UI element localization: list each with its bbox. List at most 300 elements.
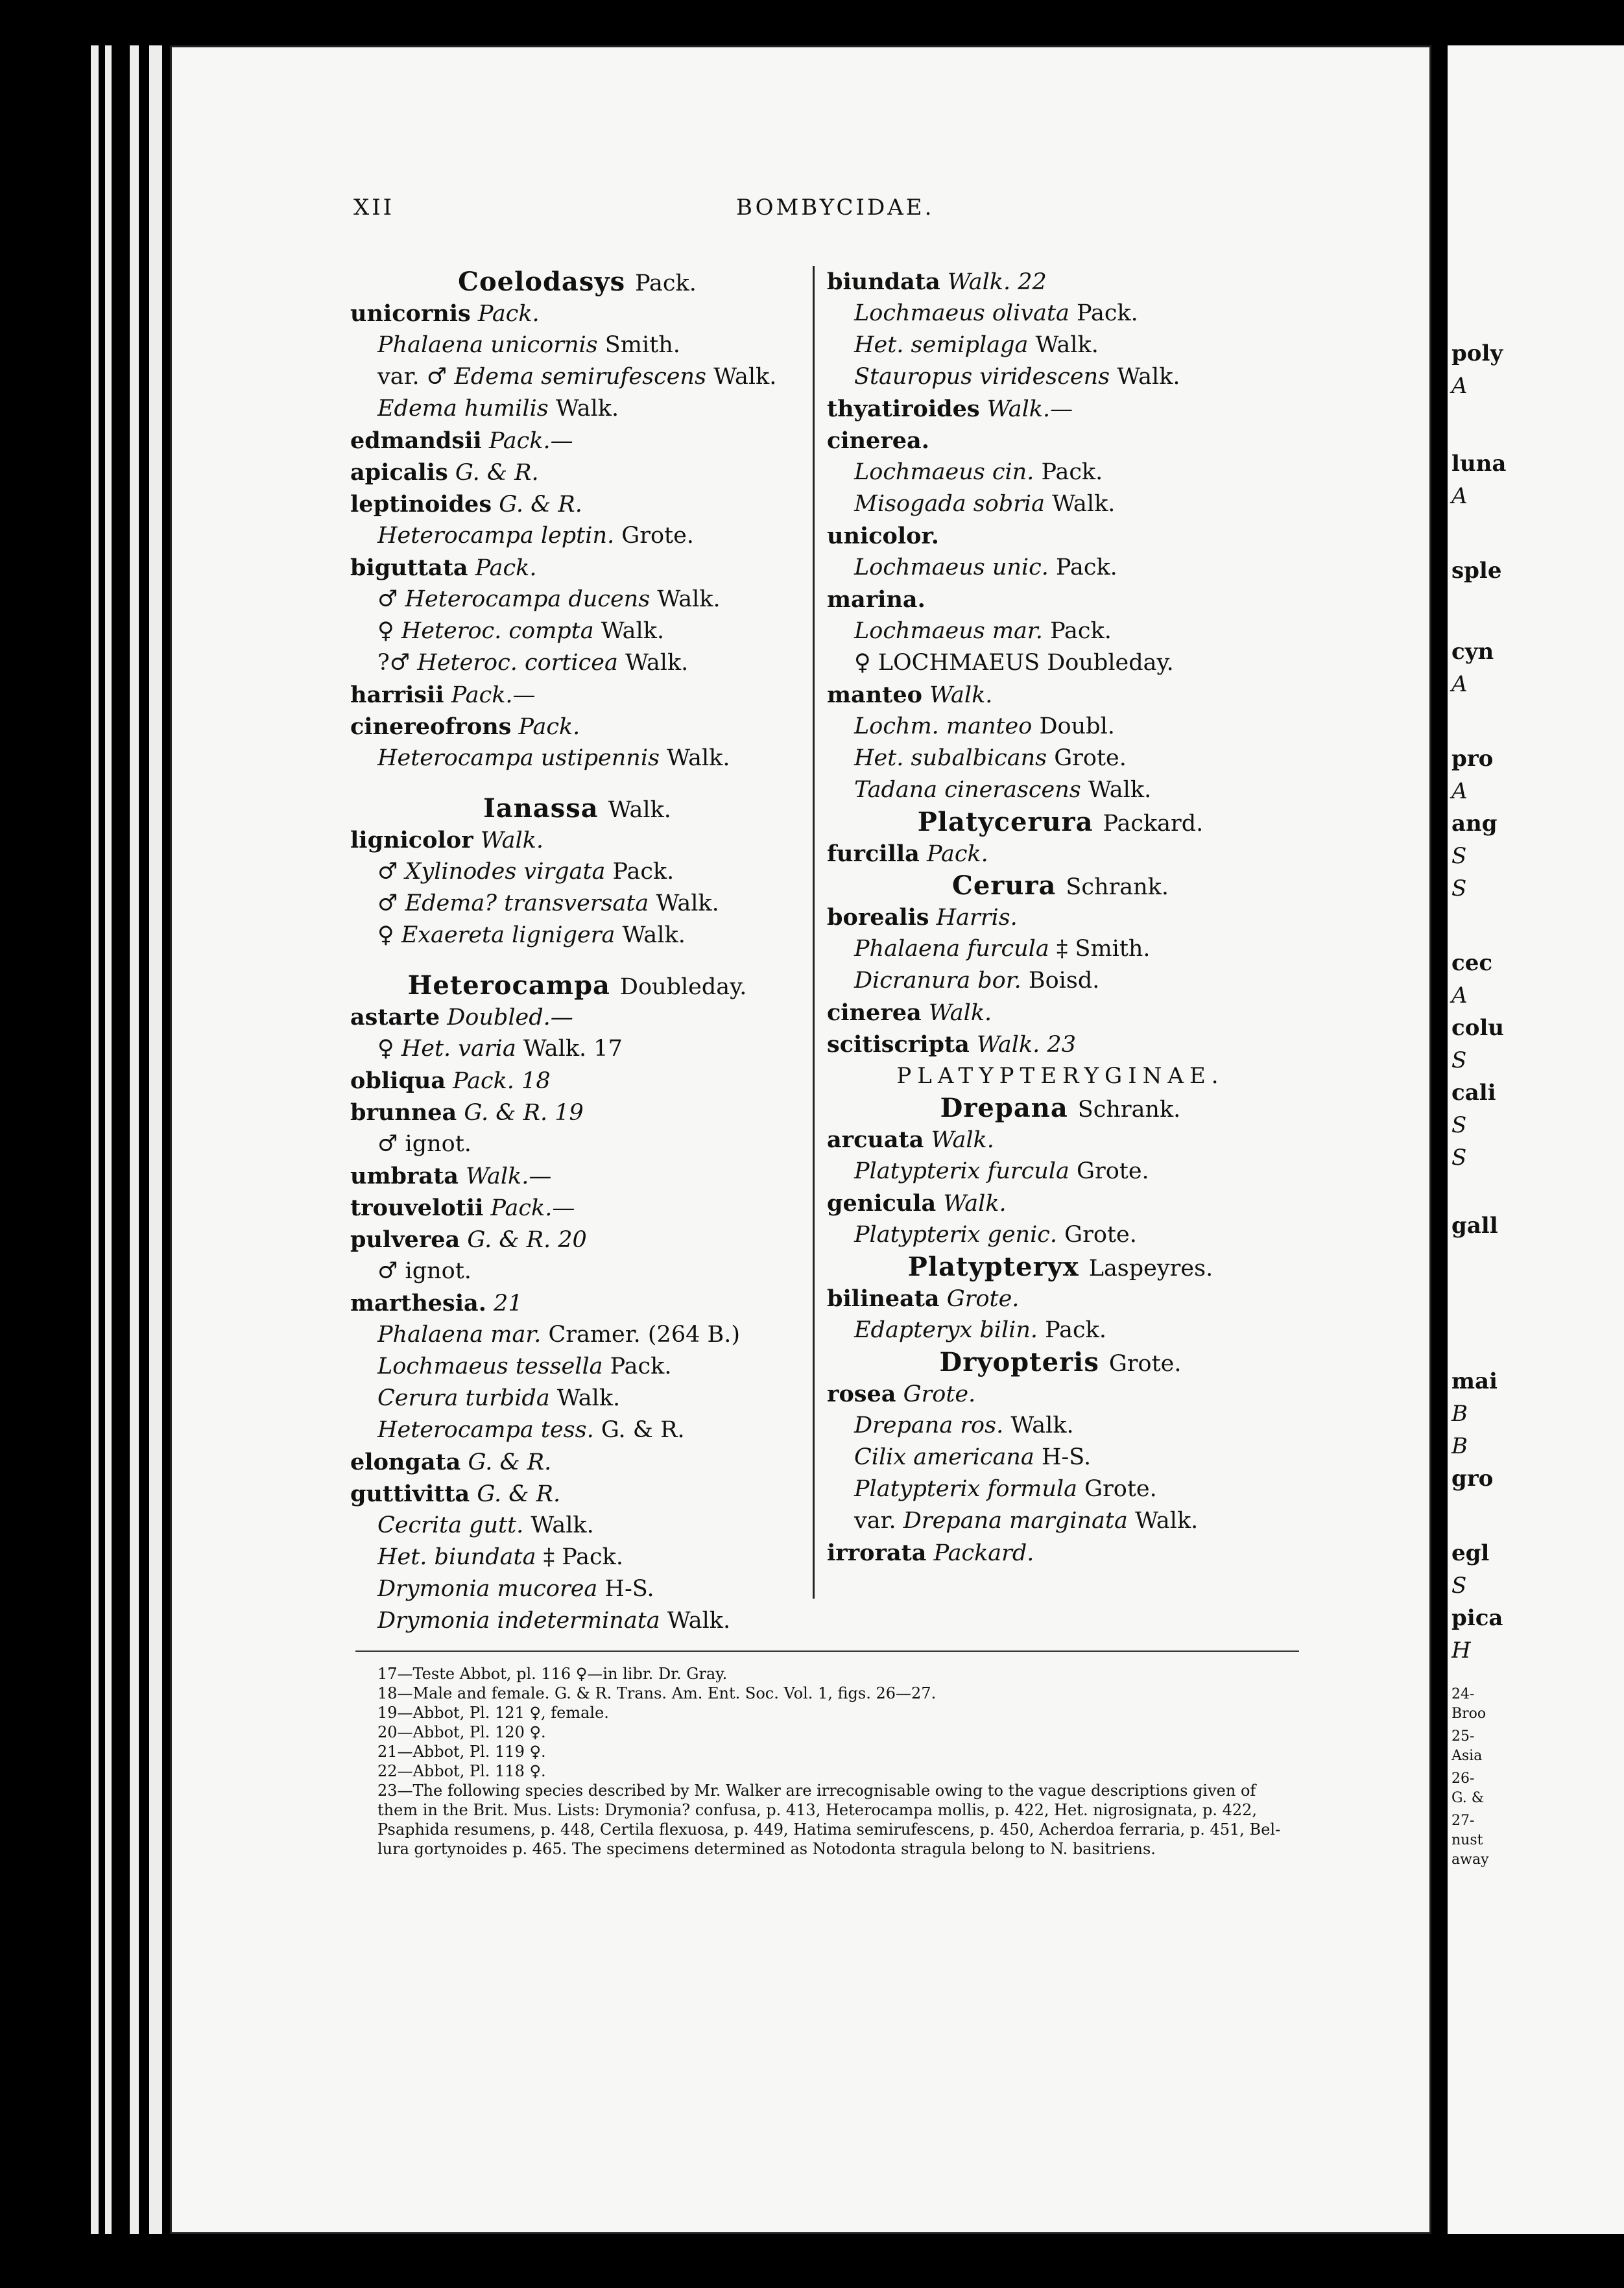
species-entry — [350, 1446, 804, 1478]
sex-symbol: ♂ — [377, 1258, 398, 1284]
synonym-entry — [350, 856, 804, 888]
genus-author: Laspeyres. — [1088, 1256, 1213, 1281]
footnote-line: 22—Abbot, Pl. 118 ♀. — [377, 1762, 546, 1780]
synonym-author: Smith. — [604, 332, 680, 358]
species-entry — [827, 997, 1294, 1029]
synonym-author: ‡ Pack. — [543, 1544, 623, 1570]
species-author: Harris. — [936, 905, 1018, 931]
genus-name: Drepana — [940, 1093, 1068, 1123]
adjacent-page-fragment: B — [1451, 1401, 1468, 1427]
species-entry — [827, 1187, 1294, 1219]
synonym-name: Cilix americana — [854, 1444, 1034, 1470]
species-entry — [350, 425, 804, 457]
synonym-name: Het. subalbicans — [854, 745, 1047, 771]
synonym-entry — [350, 743, 804, 774]
synonym-author: LOCHMAEUS Doubleday. — [878, 650, 1174, 676]
adjacent-page-fragment: sple — [1451, 558, 1502, 584]
adjacent-page-fragment: ang — [1451, 811, 1498, 837]
adjacent-page-fragment: gro — [1451, 1466, 1494, 1492]
genus-name: Coelodasys — [458, 267, 626, 297]
synonym-author: Pack. — [1056, 554, 1117, 580]
synonym-entry — [350, 1542, 804, 1573]
species-name: elongata — [350, 1449, 461, 1475]
adjacent-page-fragment: pro — [1451, 746, 1494, 772]
synonym-name: Lochmaeus mar. — [854, 618, 1043, 644]
synonym-name: Edema? transversata — [405, 890, 649, 916]
synonym-author: Walk. — [1117, 364, 1180, 390]
synonym-author: G. & R. — [601, 1417, 685, 1443]
synonym-author: Pack. — [612, 859, 675, 885]
species-author: Grote. — [946, 1286, 1020, 1312]
adjacent-page-fragment: cali — [1451, 1080, 1496, 1106]
synonym-name: Phalaena mar. — [377, 1322, 542, 1348]
genus-heading — [350, 970, 804, 1001]
synonym-entry — [827, 298, 1294, 329]
species-name: cinerea — [827, 999, 922, 1026]
species-author: G. & R. — [499, 492, 582, 518]
footnotes — [377, 1664, 1305, 1859]
genus-author: Schrank. — [1066, 874, 1169, 900]
synonym-entry — [827, 1219, 1294, 1251]
synonym-entry — [827, 1442, 1294, 1473]
species-name: manteo — [827, 682, 922, 708]
sex-symbol: ♂ — [377, 586, 398, 612]
synonym-entry — [827, 552, 1294, 584]
adjacent-page-fragment: A — [1451, 671, 1468, 697]
species-author: Pack. — [518, 714, 580, 740]
synonym-author: Walk. — [531, 1512, 594, 1538]
spacer — [350, 951, 804, 970]
synonym-author: Walk. — [1134, 1508, 1199, 1534]
species-author: Walk. — [928, 1000, 992, 1026]
species-entry — [350, 1097, 804, 1128]
synonym-entry — [350, 920, 804, 951]
species-name: cinerea. — [827, 427, 929, 454]
synonym-name: Het. varia — [401, 1036, 516, 1062]
synonym-entry — [350, 584, 804, 615]
genus-heading — [827, 1092, 1294, 1124]
genus-name: Platypteryx — [907, 1252, 1079, 1282]
synonym-author: ignot. — [405, 1258, 472, 1284]
synonym-author: Walk. — [601, 618, 665, 644]
adjacent-page-fragment: cyn — [1451, 639, 1494, 665]
species-name: edmandsii — [350, 427, 482, 454]
adjacent-page-fragment: A — [1451, 373, 1468, 399]
species-entry — [827, 838, 1294, 870]
species-entry — [827, 393, 1294, 425]
species-name: trouvelotii — [350, 1195, 484, 1221]
synonym-author: ignot. — [405, 1131, 472, 1157]
species-entry — [827, 1537, 1294, 1569]
species-author: Walk. — [943, 1191, 1007, 1217]
sex-symbol: ♀ — [377, 922, 394, 948]
species-author: G. & R. — [455, 460, 539, 486]
sex-symbol: ♂ — [377, 1131, 398, 1157]
synonym-entry — [827, 933, 1294, 965]
synonym-entry — [827, 1473, 1294, 1505]
synonym-name: Het. semiplaga — [854, 332, 1029, 358]
synonym-author: Walk. — [625, 650, 689, 676]
genus-author: Walk. — [608, 797, 671, 823]
synonym-author: Grote. — [1064, 1222, 1137, 1248]
species-name: harrisii — [350, 682, 444, 708]
species-entry — [350, 1001, 804, 1033]
synonym-entry — [827, 965, 1294, 997]
adjacent-page-fragment: egl — [1451, 1540, 1490, 1566]
sex-symbol: ♂ — [377, 890, 398, 916]
species-entry — [827, 1378, 1294, 1410]
synonym-name: Stauropus viridescens — [854, 364, 1110, 390]
synonym-entry — [827, 1410, 1294, 1442]
footnote-line: Psaphida resumens, p. 448, Certila flexuosa, p. 449, Hatima semirufescens, p. 450, Acherdoa ferraria, p. 451, Bel- — [377, 1820, 1281, 1839]
adjacent-page — [1448, 45, 1624, 2234]
synonym-entry — [350, 615, 804, 647]
species-name: furcilla — [827, 840, 920, 867]
adjacent-page-fragment: colu — [1451, 1015, 1505, 1041]
page-title: BOMBYCIDAE. — [736, 195, 935, 220]
synonym-author: Pack. — [1050, 618, 1112, 644]
synonym-author: Walk. — [1088, 777, 1152, 803]
right-column — [827, 266, 1294, 1569]
species-name: genicula — [827, 1190, 937, 1217]
adjacent-page-fragment: 27- — [1451, 1813, 1475, 1829]
species-author: Pack.— — [490, 1195, 575, 1221]
synonym-entry — [827, 743, 1294, 774]
synonym-entry — [350, 393, 804, 425]
synonym-name: Heterocampa ustipennis — [377, 745, 660, 771]
footnote-line: 20—Abbot, Pl. 120 ♀. — [377, 1723, 546, 1741]
synonym-entry — [350, 1128, 804, 1160]
species-author: G. & R. — [468, 1449, 552, 1475]
synonym-author: Walk. — [1010, 1412, 1074, 1438]
synonym-entry — [350, 647, 804, 679]
synonym-author: Grote. — [1077, 1158, 1149, 1184]
synonym-author: Walk. — [667, 1608, 731, 1634]
adjacent-page-fragment: luna — [1451, 451, 1507, 477]
adjacent-page-fragment: gall — [1451, 1213, 1498, 1239]
species-name: marina. — [827, 586, 925, 613]
footnote-line: 18—Male and female. G. & R. Trans. Am. Ent. Soc. Vol. 1, figs. 26—27. — [377, 1684, 937, 1702]
species-name: borealis — [827, 904, 929, 931]
footnote-line: them in the Brit. Mus. Lists: Drymonia? confusa, p. 413, Heterocampa mollis, p. 422, Het. nigrosignata, p. 422, — [377, 1801, 1258, 1819]
synonym-name: Misogada sobria — [854, 491, 1045, 517]
synonym-name: Heterocampa leptin. — [377, 523, 615, 549]
spacer — [350, 774, 804, 792]
synonym-author: Walk. — [1035, 332, 1099, 358]
synonym-entry — [827, 774, 1294, 806]
synonym-author: Grote. — [1054, 745, 1127, 771]
species-entry — [827, 901, 1294, 933]
sex-symbol: ♀ — [377, 618, 394, 644]
genus-author: Doubleday. — [619, 974, 747, 1000]
synonym-name: Edema humilis — [377, 396, 549, 422]
species-author: Pack. — [475, 555, 537, 581]
species-name: lignicolor — [350, 827, 473, 853]
species-entry — [350, 824, 804, 856]
genus-name: Platycerura — [917, 807, 1093, 837]
synonym-name: Cerura turbida — [377, 1385, 550, 1411]
species-author: Walk. 23 — [976, 1032, 1076, 1058]
adjacent-page-fragment: S — [1451, 1112, 1467, 1138]
sex-symbol: ♀ — [377, 1036, 394, 1062]
species-author: Walk. — [480, 828, 544, 853]
synonym-name: Phalaena unicornis — [377, 332, 598, 358]
species-name: astarte — [350, 1004, 440, 1031]
species-author: Pack. 18 — [453, 1068, 551, 1094]
synonym-name: Lochmaeus cin. — [854, 459, 1034, 485]
synonym-name: Platypterix formula — [854, 1476, 1077, 1502]
synonym-entry — [350, 1033, 804, 1065]
synonym-name: Het. biundata — [377, 1544, 536, 1570]
species-name: pulverea — [350, 1226, 460, 1253]
synonym-name: Heterocampa tess. — [377, 1417, 594, 1443]
adjacent-page-fragment: B — [1451, 1433, 1468, 1459]
species-entry — [350, 1160, 804, 1192]
species-name: unicolor. — [827, 523, 939, 549]
adjacent-page-fragment: pica — [1451, 1605, 1503, 1631]
synonym-name: Heteroc. compta — [401, 618, 594, 644]
species-entry — [827, 1029, 1294, 1060]
genus-heading — [827, 806, 1294, 838]
synonym-entry — [827, 457, 1294, 488]
genus-author: Schrank. — [1077, 1097, 1181, 1123]
synonym-author: Pack. — [1041, 459, 1103, 485]
adjacent-page-fragment: A — [1451, 483, 1468, 509]
synonym-name: Drepana ros. — [854, 1412, 1004, 1438]
species-name: apicalis — [350, 459, 448, 486]
synonym-entry — [350, 888, 804, 920]
adjacent-page-fragment: 24- — [1451, 1686, 1475, 1702]
species-author: Grote. — [903, 1381, 976, 1407]
synonym-entry — [827, 1505, 1294, 1537]
synonym-author: Walk. — [657, 586, 721, 612]
footnote-rule — [355, 1650, 1299, 1652]
sex-symbol: ♂ — [377, 859, 398, 885]
species-entry — [350, 1287, 804, 1319]
synonym-name: Cecrita gutt. — [377, 1512, 524, 1538]
genus-name: Cerura — [952, 870, 1057, 901]
species-entry — [827, 1283, 1294, 1315]
species-author: G. & R. 19 — [464, 1100, 584, 1126]
synonym-name: Edapteryx bilin. — [854, 1317, 1038, 1343]
synonym-entry — [827, 1156, 1294, 1187]
adjacent-page-fragment: S — [1451, 1573, 1467, 1599]
species-entry — [827, 1124, 1294, 1156]
synonym-author: Boisd. — [1028, 968, 1100, 994]
synonym-author: Walk. — [656, 890, 719, 916]
species-name: rosea — [827, 1381, 896, 1407]
synonym-name: Drymonia indeterminata — [377, 1608, 660, 1634]
left-column — [350, 266, 804, 1637]
adjacent-page-fragment: A — [1451, 983, 1468, 1008]
species-author: Pack.— — [451, 682, 536, 708]
species-author: Doubled.— — [447, 1005, 573, 1031]
synonym-author: H-S. — [1041, 1444, 1092, 1470]
synonym-entry — [827, 329, 1294, 361]
species-author: Pack. — [477, 301, 540, 327]
species-author: Packard. — [933, 1540, 1034, 1566]
synonym-name: Heteroc. corticea — [417, 650, 618, 676]
adjacent-page-fragment: poly — [1451, 340, 1503, 366]
species-name: obliqua — [350, 1067, 446, 1094]
synonym-name: Edema semirufescens — [454, 364, 706, 390]
genus-name: Heterocampa — [407, 970, 610, 1001]
species-entry — [350, 1478, 804, 1510]
adjacent-page-fragment: S — [1451, 876, 1467, 901]
species-entry — [827, 520, 1294, 552]
synonym-name: Lochm. manteo — [854, 713, 1033, 739]
synonym-author: Walk. 17 — [523, 1036, 623, 1062]
species-entry — [350, 679, 804, 711]
adjacent-page-fragment: mai — [1451, 1368, 1498, 1394]
adjacent-page-fragment: cec — [1451, 950, 1493, 976]
synonym-author: Walk. — [556, 1385, 621, 1411]
synonym-entry — [350, 1256, 804, 1287]
genus-heading — [827, 870, 1294, 901]
adjacent-page-fragment: H — [1451, 1638, 1471, 1663]
synonym-author: Pack. — [610, 1353, 672, 1379]
synonym-entry — [350, 329, 804, 361]
sex-symbol: var. — [854, 1508, 896, 1534]
footnote-line: 17—Teste Abbot, pl. 116 ♀—in libr. Dr. Gray. — [377, 1665, 728, 1683]
adjacent-page-fragment: away — [1451, 1852, 1489, 1868]
genus-heading — [827, 1346, 1294, 1378]
genus-heading — [350, 266, 804, 298]
synonym-author: Cramer. (264 B.) — [548, 1322, 740, 1348]
species-author: Walk. — [929, 682, 993, 708]
synonym-entry — [350, 1573, 804, 1605]
adjacent-page-fragment: S — [1451, 1145, 1467, 1171]
synonym-author: Walk. — [555, 396, 619, 422]
genus-heading — [827, 1251, 1294, 1283]
species-name: arcuata — [827, 1126, 924, 1153]
adjacent-page-fragment: A — [1451, 778, 1468, 804]
synonym-name: Lochmaeus unic. — [854, 554, 1049, 580]
synonym-entry — [827, 361, 1294, 393]
species-name: guttivitta — [350, 1481, 470, 1507]
adjacent-page-fragment: G. & — [1451, 1790, 1485, 1806]
genus-heading — [350, 792, 804, 824]
synonym-name: Drymonia mucorea — [377, 1576, 598, 1602]
synonym-entry — [350, 1319, 804, 1351]
genus-name: Dryopteris — [939, 1347, 1099, 1377]
species-entry — [350, 488, 804, 520]
species-author: 21 — [494, 1291, 523, 1317]
species-name: umbrata — [350, 1163, 459, 1189]
synonym-name: Platypterix genic. — [854, 1222, 1058, 1248]
species-author: Walk.— — [466, 1163, 552, 1189]
synonym-name: Drepana marginata — [903, 1508, 1128, 1534]
species-entry — [827, 266, 1294, 298]
page-edge-4 — [149, 45, 162, 2234]
synonym-name: Tadana cinerascens — [854, 777, 1081, 803]
synonym-name: Heterocampa ducens — [405, 586, 651, 612]
species-author: G. & R. 20 — [467, 1227, 587, 1253]
species-entry — [350, 552, 804, 584]
species-name: brunnea — [350, 1099, 457, 1126]
synonym-author: Walk. — [713, 364, 777, 390]
species-author: Walk. 22 — [947, 269, 1047, 295]
synonym-entry — [827, 647, 1294, 679]
adjacent-page-fragment: Asia — [1451, 1748, 1483, 1764]
adjacent-page-fragment: S — [1451, 1047, 1467, 1073]
synonym-entry — [827, 488, 1294, 520]
genus-author: Pack. — [635, 270, 697, 296]
species-name: irrorata — [827, 1540, 927, 1566]
species-entry — [350, 1192, 804, 1224]
synonym-entry — [827, 711, 1294, 743]
column-divider — [813, 266, 815, 1599]
species-entry — [350, 1224, 804, 1256]
species-author: Walk.— — [986, 396, 1073, 422]
adjacent-page-fragment: 26- — [1451, 1770, 1475, 1787]
species-name: cinereofrons — [350, 713, 512, 740]
species-author: Walk. — [931, 1127, 994, 1153]
adjacent-page-fragment: Broo — [1451, 1706, 1487, 1722]
genus-author: Packard. — [1103, 811, 1204, 837]
synonym-name: Platypterix furcula — [854, 1158, 1069, 1184]
species-entry — [827, 584, 1294, 615]
species-name: biguttata — [350, 554, 468, 581]
synonym-entry — [350, 1383, 804, 1414]
synonym-author: Pack. — [1045, 1317, 1106, 1343]
species-author: Pack.— — [488, 428, 573, 454]
adjacent-page-fragment: 25- — [1451, 1728, 1475, 1745]
synonym-author: Pack. — [1077, 300, 1138, 326]
species-name: bilineata — [827, 1285, 940, 1312]
synonym-entry — [350, 361, 804, 393]
synonym-author: ‡ Smith. — [1056, 936, 1151, 962]
synonym-name: Lochmaeus olivata — [854, 300, 1069, 326]
adjacent-page-fragment: nust — [1451, 1832, 1483, 1848]
adjacent-page-fragment: S — [1451, 843, 1467, 869]
species-entry — [350, 457, 804, 488]
synonym-author: Walk. — [667, 745, 730, 771]
species-entry — [827, 425, 1294, 457]
synonym-name: Exaereta lignigera — [401, 922, 615, 948]
synonym-author: H-S. — [604, 1576, 654, 1602]
synonym-entry — [350, 1510, 804, 1542]
species-entry — [350, 711, 804, 743]
synonym-name: Phalaena furcula — [854, 936, 1049, 962]
species-name: biundata — [827, 268, 940, 295]
species-entry — [350, 1065, 804, 1097]
synonym-author: Walk. — [1052, 491, 1116, 517]
synonym-name: Xylinodes virgata — [405, 859, 606, 885]
synonym-entry — [827, 615, 1294, 647]
species-name: thyatiroides — [827, 396, 980, 422]
synonym-author: Grote. — [1084, 1476, 1157, 1502]
sex-symbol: ?♂ — [377, 650, 411, 676]
subfamily-heading: PLATYPTERYGINAE. — [896, 1063, 1224, 1089]
species-author: Pack. — [926, 841, 988, 867]
footnote-line: 23—The following species described by Mr. Walker are irrecognisable owing to the vague descriptions given of — [377, 1782, 1256, 1800]
synonym-entry — [827, 1315, 1294, 1346]
genus-name: Ianassa — [483, 793, 599, 824]
sex-symbol: var. ♂ — [377, 364, 448, 390]
species-entry — [827, 679, 1294, 711]
species-author: G. & R. — [477, 1481, 561, 1507]
synonym-name: Dicranura bor. — [854, 968, 1021, 994]
page-edge-3 — [130, 45, 139, 2234]
sex-symbol: ♀ — [854, 650, 871, 676]
species-name: unicornis — [350, 300, 471, 327]
synonym-entry — [350, 1351, 804, 1383]
footnote-line: lura gortynoides p. 465. The specimens determined as Notodonta stragula belong to N. basitriens. — [377, 1840, 1156, 1858]
synonym-author: Walk. — [622, 922, 686, 948]
synonym-entry — [350, 1605, 804, 1637]
footnote-line: 19—Abbot, Pl. 121 ♀, female. — [377, 1704, 609, 1722]
